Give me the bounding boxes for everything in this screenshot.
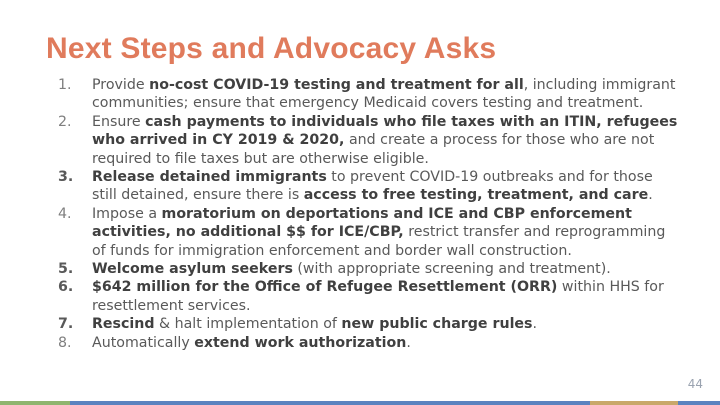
emphasis-text: moratorium on deportations and ICE and CBP enforcement activities, no additional $$ for ICE/CBP, [92, 205, 632, 241]
bar-segment-blue-end [678, 401, 720, 405]
list-item-text [92, 205, 678, 260]
body-text: & halt implementation of [154, 316, 342, 333]
body-text: Automatically [92, 334, 195, 351]
list-item [58, 334, 678, 352]
list-item-number: 4. [58, 205, 72, 222]
list-item [58, 76, 678, 113]
list-item-number: 6. [58, 279, 74, 296]
body-text: . [532, 316, 538, 333]
body-text: (with appropriate screening and treatment). [292, 261, 611, 278]
body-text: to prevent COVID-19 outbreaks and for those still detained, ensure there is [92, 169, 653, 204]
body-text: Ensure [92, 113, 146, 130]
emphasis-text: Release detained immigrants [92, 169, 327, 186]
body-text: Impose a [92, 205, 162, 222]
emphasis-text: access to free testing, treatment, and care [303, 187, 649, 204]
bar-segment-green [0, 401, 70, 405]
body-text: , including immigrant communities; ensure that emergency Medicaid covers testing and treatment. [92, 77, 676, 112]
body-text: within HHS for resettlement services. [92, 279, 664, 314]
list-item-text [92, 76, 678, 113]
body-text: . [648, 187, 653, 204]
bar-segment-tan [590, 401, 678, 405]
bar-segment-blue [70, 401, 590, 405]
page-number: 44 [687, 377, 703, 391]
list-item-text [92, 168, 678, 205]
list-item-number: 8. [58, 334, 72, 351]
list-item-text [92, 315, 678, 333]
emphasis-text: new public charge rules [341, 316, 533, 333]
emphasis-text: cash payments to individuals who file taxes with an ITIN, refugees who arrived in CY 2019 & 2020, [92, 113, 678, 149]
list-item-number: 3. [58, 169, 74, 186]
emphasis-text: Rescind [92, 316, 155, 333]
body-text: . [406, 334, 411, 351]
list-item [58, 113, 678, 168]
list-item-text [92, 278, 678, 315]
list-item-text [92, 260, 678, 278]
list-item [58, 168, 678, 205]
list-item-text [92, 334, 678, 352]
list-item [58, 205, 678, 260]
bottom-color-bar [0, 401, 720, 405]
list-item-number: 7. [58, 316, 74, 333]
list-item [58, 260, 678, 278]
advocacy-list [58, 76, 678, 352]
list-item [58, 315, 678, 333]
body-text: Provide [92, 77, 150, 93]
emphasis-text: Welcome asylum seekers [92, 261, 293, 278]
body-text: and create a process for those who are not required to file taxes but are otherwise eligible. [92, 132, 655, 167]
emphasis-text: $642 million for the Office of Refugee Resettlement (ORR) [92, 279, 558, 296]
emphasis-text: extend work authorization [194, 334, 407, 351]
list-item [58, 278, 678, 315]
list-item-number: 1. [58, 77, 72, 93]
list-item-number: 5. [58, 261, 74, 278]
list-item-text [92, 113, 678, 168]
list-item-number: 2. [58, 113, 72, 130]
emphasis-text: no-cost COVID-19 testing and treatment for all [149, 77, 524, 93]
body-text: restrict transfer and reprogramming of funds for immigration enforcement and border wall construction. [92, 224, 666, 259]
slide-title: Next Steps and Advocacy Asks [46, 32, 497, 65]
